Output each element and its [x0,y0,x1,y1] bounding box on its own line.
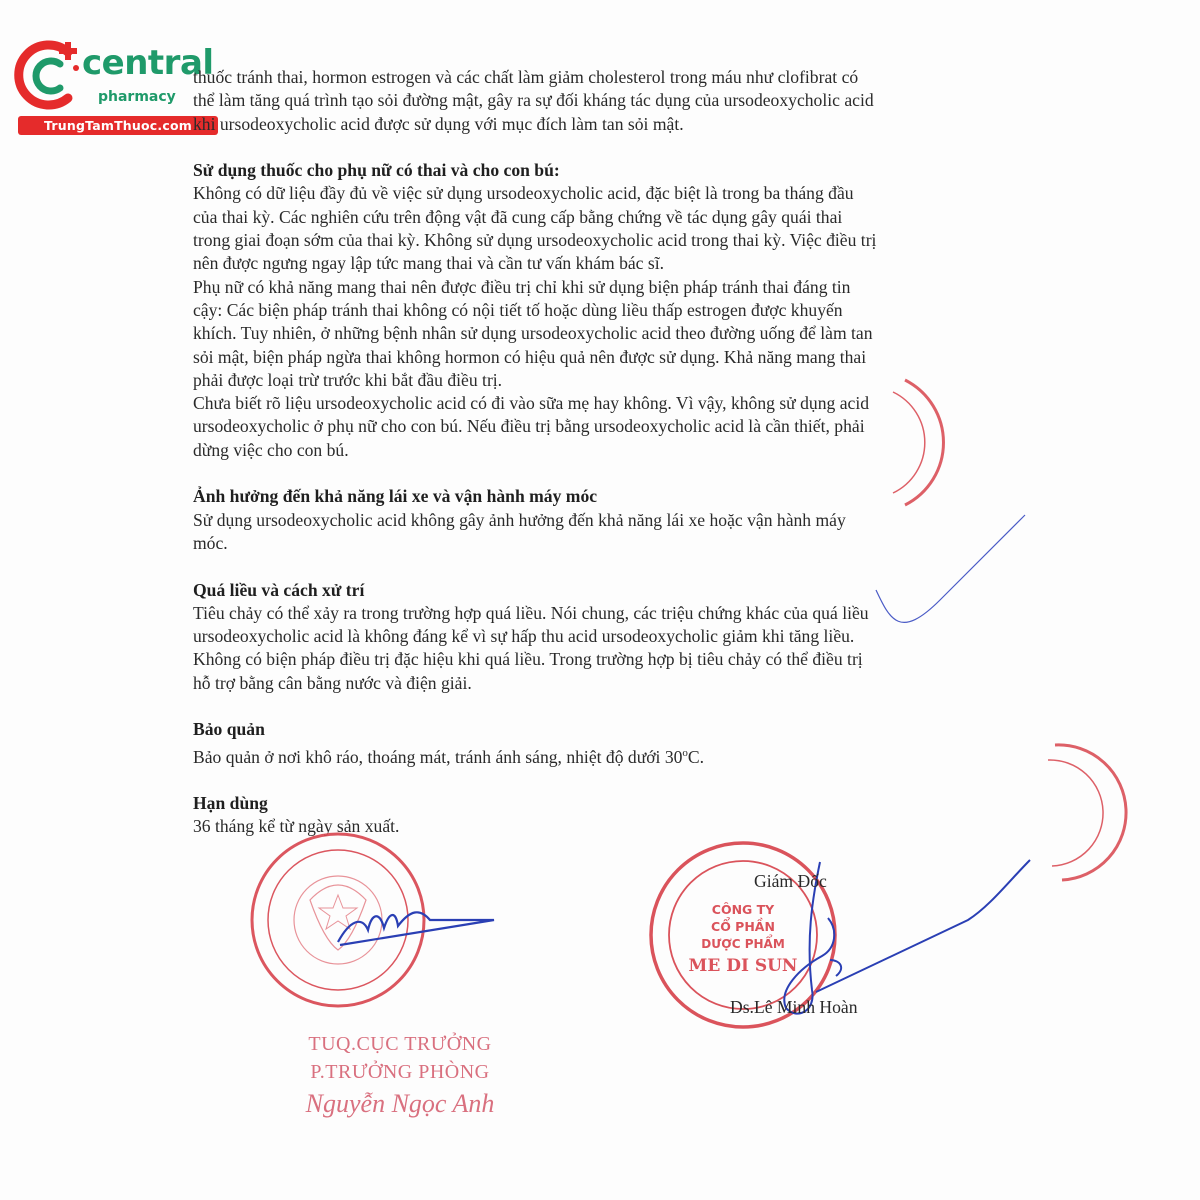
section-driving [193,485,993,555]
section-heading: Sử dụng thuốc cho phụ nữ có thai và cho con bú: [193,160,560,181]
section-heading: Bảo quản [193,719,265,740]
text-line: móc. [193,532,228,553]
authority-line-2: P.TRƯỞNG PHÒNG [310,1061,490,1083]
section-heading: Hạn dùng [193,793,268,814]
section-overdose [193,579,993,695]
text-line: Phụ nữ có khả năng mang thai nên được điều trị chỉ khi sử dụng biện pháp tránh thai đáng tin [193,276,851,297]
text-line: thuốc tránh thai, hormon estrogen và các chất làm giảm cholesterol trong máu như clofibrat có [193,67,859,87]
text-line: dừng việc cho con bú. [193,439,349,460]
text-line: khi ursodeoxycholic acid được sử dụng với mục đích làm tan sỏi mật. [193,113,684,134]
seal-company-line: DƯỢC PHẨM [701,937,785,951]
seal-company-line: CÔNG TY [711,902,775,917]
section-pregnancy [193,159,993,462]
section-heading: Ảnh hưởng đến khả năng lái xe và vận hành máy móc [193,486,598,507]
text-line: Không có biện pháp điều trị đặc hiệu khi quá liều. Trong trường hợp bị tiêu chảy có thể điều trị [193,649,863,670]
text-line: ursodeoxycholic acid là không đáng kể vì sự hấp thu acid ursodeoxycholic giảm khi tăng liều. [193,626,855,647]
text-line: cậy: Các biện pháp tránh thai không có nội tiết tố hoặc dùng liều thấp estrogen được khuyến [193,299,843,320]
text-line: Sử dụng ursodeoxycholic acid không gây ảnh hưởng đến khả năng lái xe hoặc vận hành máy [193,509,846,530]
degree-sign: o [682,746,688,759]
storage-text-unit: C. [687,746,705,767]
seal-company-line: CỔ PHẦN [711,919,775,934]
central-pharmacy-logo[interactable] [10,36,215,136]
storage-text [193,742,993,769]
logo-subtitle: pharmacy [98,89,176,105]
text-line: nên được ngưng ngay lập tức mang thai và cần tư vấn khám bác sĩ. [193,253,665,274]
logo-wordmark: central [82,43,214,83]
text-line: phải được loại trừ trước khi bắt đầu điều trị. [193,369,503,390]
section-shelf-life [193,792,993,839]
text-line: sỏi mật, biện pháp ngừa thai không hormon có hiệu quả nên được sử dụng. Khả năng mang thai [193,346,867,367]
intro-paragraph [193,66,993,136]
section-heading: Quá liều và cách xử trí [193,579,365,600]
authority-line-1: TUQ.CỤC TRƯỞNG [308,1033,492,1055]
text-line: của thai kỳ. Các nghiên cứu trên động vật đã cung cấp bằng chứng về tác dụng gây quái thai [193,206,843,227]
text-line: ursodeoxycholic ở phụ nữ cho con bú. Nếu điều trị bằng ursodeoxycholic acid là cần thiết, phải [193,416,865,437]
section-storage [193,718,993,768]
text-line: hỗ trợ bằng cân bằng nước và điện giải. [193,672,472,693]
left-signature-stroke [338,912,494,945]
text-line: Chưa biết rõ liệu ursodeoxycholic acid có đi vào sữa mẹ hay không. Vì vậy, không sử dụng acid [193,393,870,414]
text-line: khích. Tuy nhiên, ở những bệnh nhân sử dụng ursodeoxycholic acid theo đường uống để làm tan [193,323,873,344]
signatory-title: Giám Đốc [754,871,827,891]
storage-text-main: Bảo quản ở nơi khô ráo, thoáng mát, tránh ánh sáng, nhiệt độ dưới 30 [193,746,683,767]
logo-site-link[interactable]: TrungTamThuoc.com [18,116,218,135]
text-line: 36 tháng kể từ ngày sản xuất. [193,816,400,837]
leaflet-body [193,66,993,839]
authority-signature-block [250,1030,550,1122]
logo-emblem-icon [10,36,90,116]
text-line: Không có dữ liệu đầy đủ về việc sử dụng ursodeoxycholic acid, đặc biệt là trong ba tháng đầu [193,183,854,204]
ministry-seal [252,834,424,1006]
signatory-name: Ds.Lê Minh Hoàn [730,997,858,1017]
partial-seal-right-low [1048,745,1126,880]
authority-signer-name: Nguyễn Ngọc Anh [305,1089,495,1118]
text-line: Tiêu chảy có thể xảy ra trong trường hợp quá liều. Nói chung, các triệu chứng khác của quá liều [193,602,869,623]
seal-company-line: ME DI SUN [688,956,798,976]
text-line: trong giai đoạn sớm của thai kỳ. Không sử dụng ursodeoxycholic acid trong thai kỳ. Việc điều trị [193,230,877,251]
text-line: thể làm tăng quá trình tạo sỏi đường mật, gây ra sự đối kháng tác dụng của ursodeoxycholic acid [193,90,874,111]
